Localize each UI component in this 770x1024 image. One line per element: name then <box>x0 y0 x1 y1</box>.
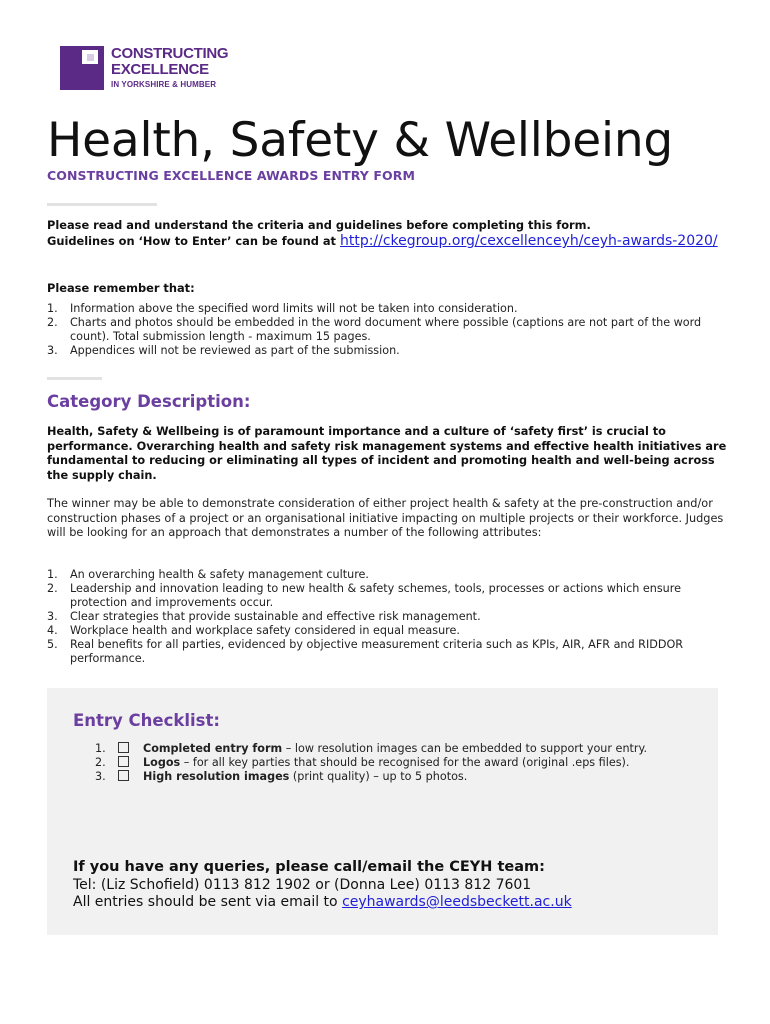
category-description: The winner may be able to demonstrate consideration of either project health & safety at the pre-construction and/or construction phases of a project or an organisational initiative impacting on multiple projects or their workforce. Judges will be looking for an approach that demonstrates a number of the following attributes: <box>47 497 724 539</box>
ceyh-logo <box>60 46 228 90</box>
intro-text <box>47 217 727 249</box>
list-item: 1. An overarching health & safety management culture. <box>47 568 369 581</box>
logo-line-3: IN YORKSHIRE & HUMBER <box>111 80 217 89</box>
intro-line-2: Guidelines on ‘How to Enter’ can be found at <box>47 234 340 248</box>
entry-checklist-box <box>47 688 718 935</box>
guidelines-link[interactable]: http://ckegroup.org/cexcellenceyh/ceyh-awards-2020/ <box>339 233 718 249</box>
list-item: 5. Real benefits for all parties, evidenced by objective measurement criteria such as KPIs, AIR, AFR and RIDDOR performance. <box>47 638 684 665</box>
list-item: 3. Appendices will not be reviewed as part of the submission. <box>47 344 400 357</box>
email-link[interactable]: ceyhawards@leedsbeckett.ac.uk <box>342 894 572 910</box>
logo-line-2: EXCELLENCE <box>111 61 209 78</box>
remember-list <box>47 302 727 358</box>
divider <box>47 377 102 380</box>
contact-telephone: Tel: (Liz Schofield) 0113 812 1902 or (Donna Lee) 0113 812 7601 <box>73 877 532 893</box>
remember-heading: Please remember that: <box>47 281 195 295</box>
queries-heading: If you have any queries, please call/email the CEYH team: <box>73 859 545 875</box>
contact-email-line: All entries should be sent via email to ceyhawards@leedsbeckett.ac.uk <box>73 894 572 910</box>
checkbox[interactable] <box>118 756 129 767</box>
checklist-list <box>95 742 695 784</box>
logo-wordmark <box>111 46 228 89</box>
list-item: 1. Information above the specified word limits will not be taken into consideration. <box>47 302 518 315</box>
list-item: 2. Leadership and innovation leading to new health & safety schemes, tools, processes or actions which ensure protection and improvements occur. <box>47 582 681 609</box>
checklist-item: 3. High resolution images (print quality) – up to 5 photos. <box>95 770 468 783</box>
checklist-heading: Entry Checklist: <box>73 711 220 730</box>
page-subtitle: CONSTRUCTING EXCELLENCE AWARDS ENTRY FORM <box>47 168 415 183</box>
list-item: 2. Charts and photos should be embedded in the word document where possible (captions are not part of the word count). Total submission length - maximum 15 pages. <box>47 316 702 343</box>
logo-square-icon <box>60 46 104 90</box>
page-title: Health, Safety & Wellbeing <box>47 113 674 168</box>
category-heading: Category Description: <box>47 392 251 411</box>
checklist-item: 2. Logos – for all key parties that should be recognised for the award (original .eps files). <box>95 756 630 769</box>
intro-line-1: Please read and understand the criteria and guidelines before completing this form. <box>47 218 591 232</box>
checkbox[interactable] <box>118 770 129 781</box>
list-item: 3. Clear strategies that provide sustainable and effective risk management. <box>47 610 481 623</box>
checkbox[interactable] <box>118 742 129 753</box>
category-intro: Health, Safety & Wellbeing is of paramount importance and a culture of ‘safety first’ is crucial to performance. Overarching health and safety risk management systems and effective health initiatives are fundamental to reducing or eliminating all types of incident and promoting health and well-being across the supply chain. <box>47 425 727 482</box>
logo-line-1: CONSTRUCTING <box>111 45 229 62</box>
attributes-list <box>47 568 727 666</box>
checklist-item: 1. Completed entry form – low resolution images can be embedded to support your entry. <box>95 742 648 755</box>
list-item: 4. Workplace health and workplace safety considered in equal measure. <box>47 624 460 637</box>
divider <box>47 203 157 206</box>
